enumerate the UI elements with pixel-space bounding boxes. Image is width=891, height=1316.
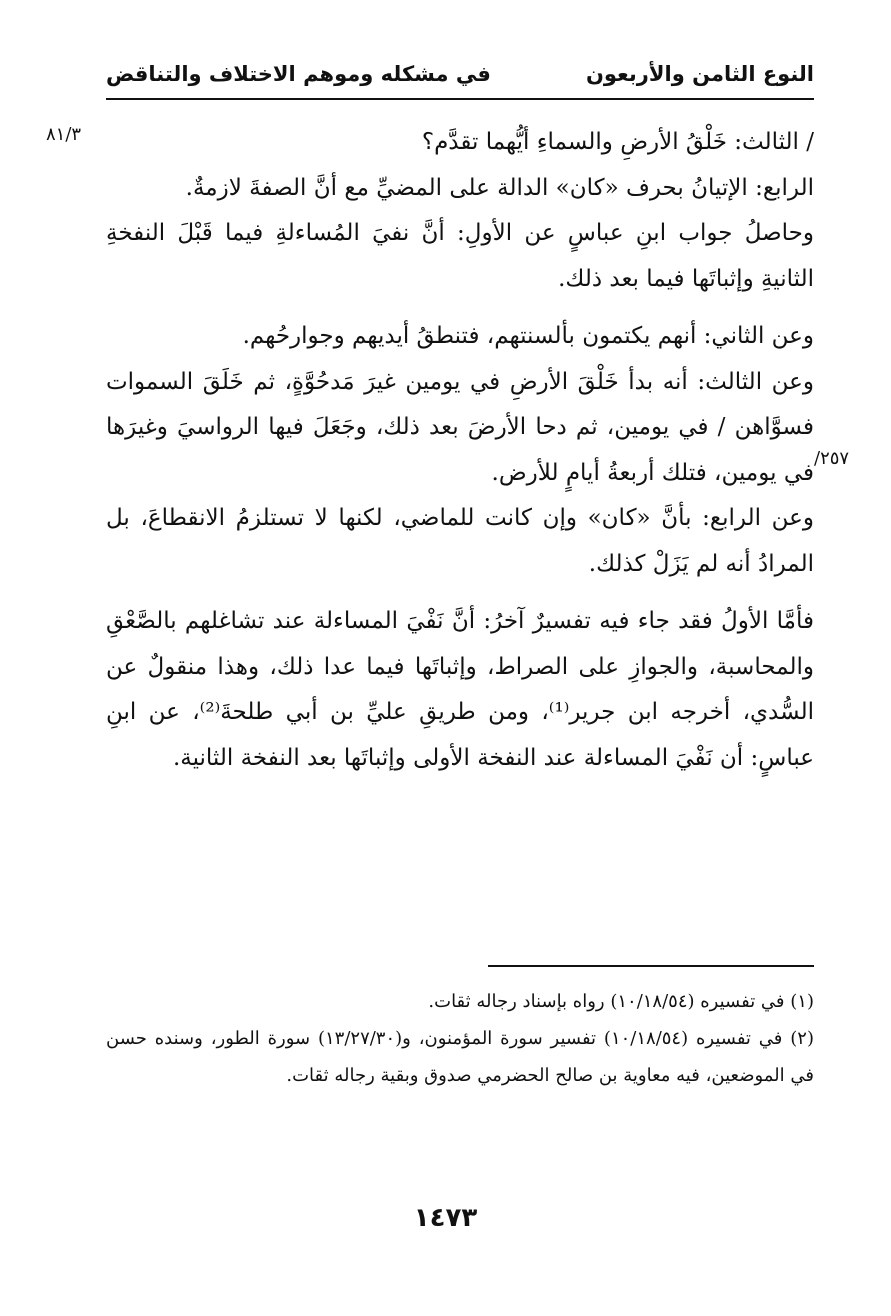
- footnote-1: (١) في تفسيره (١٠/١٨/٥٤) رواه بإسناد رجاله ثقات.: [428, 991, 814, 1012]
- paragraph-answer-first: وحاصلُ جواب ابنِ عباسٍ عن الأولِ: أنَّ نفيَ المُساءلةِ فيما قَبْلَ النفخةِ الثانيةِ وإثباتَها فيما بعد ذلك.: [106, 220, 814, 292]
- footnote-2: (٢) في تفسيره (١٠/١٨/٥٤) تفسير سورة المؤمنون، و(١٣/٢٧/٣٠) سورة الطور، وسنده حسن في الموضعين، فيه معاوية بن صالح الحضرمي صدوق وبقية رجاله ثقات.: [106, 1028, 814, 1086]
- paragraph-fourth-question: الرابع: الإتيانُ بحرف «كان» الدالة على المضيِّ مع أنَّ الصفةَ لازمةٌ.: [185, 174, 814, 201]
- marginal-reference-manuscript-page: ٢٥٧/: [814, 448, 850, 469]
- main-text: [106, 120, 814, 781]
- paragraph-answer-second: وعن الثاني: أنهم يكتمون بألسنتهم، فتنطقُ أيديهم وجوارحُهم.: [242, 323, 814, 349]
- header-section-title: في مشكله وموهم الاختلاف والتناقض: [106, 62, 491, 86]
- paragraph-third-question: / الثالث: خَلْقُ الأرضِ والسماءِ أيُّهما تقدَّم؟: [421, 129, 814, 155]
- footnotes: [106, 983, 814, 1094]
- paragraph-alternate-interpretation: فأمَّا الأولُ فقد جاء فيه تفسيرٌ آخرُ: أنَّ نَفْيَ المساءلة عند تشاغلهم بالصَّعْقِ والمحاسبة، والجوازِ على الصراط، وإثباتَها فيما عدا ذلك، وهذا منقولٌ عن السُّدي، أخرجه ابن جرير⁽¹⁾، ومن طريقِ عليِّ بن أبي طلحةَ⁽²⁾، عن ابنِ عباسٍ: أن نَفْيَ المساءلة عند النفخة الأولى وإثباتَها بعد النفخة الثانية.: [106, 608, 814, 771]
- marginal-reference-volume-page: ٨١/٣: [46, 124, 82, 145]
- paragraph-answer-fourth: وعن الرابع: بأنَّ «كان» وإن كانت للماضي، لكنها لا تستلزمُ الانقطاعَ، بل المرادُ أنه لم يَزَلْ كذلك.: [106, 505, 814, 577]
- header-rule: [106, 98, 814, 100]
- footnote-rule: [488, 965, 814, 967]
- paragraph-answer-third: وعن الثالث: أنه بدأ خَلْقَ الأرضِ في يومين غيرَ مَدحُوَّةٍ، ثم خَلَقَ السموات فسوَّاهن / في يومين، ثم دحا الأرضَ بعد ذلك، وجَعَلَ فيها الرواسيَ وغيرَها في يومين، فتلك أربعةُ أيامٍ للأرض.: [106, 368, 814, 486]
- header-chapter-title: النوع الثامن والأربعون: [585, 62, 814, 86]
- running-header: [106, 52, 814, 96]
- page-number: ١٤٧٣: [413, 1203, 478, 1233]
